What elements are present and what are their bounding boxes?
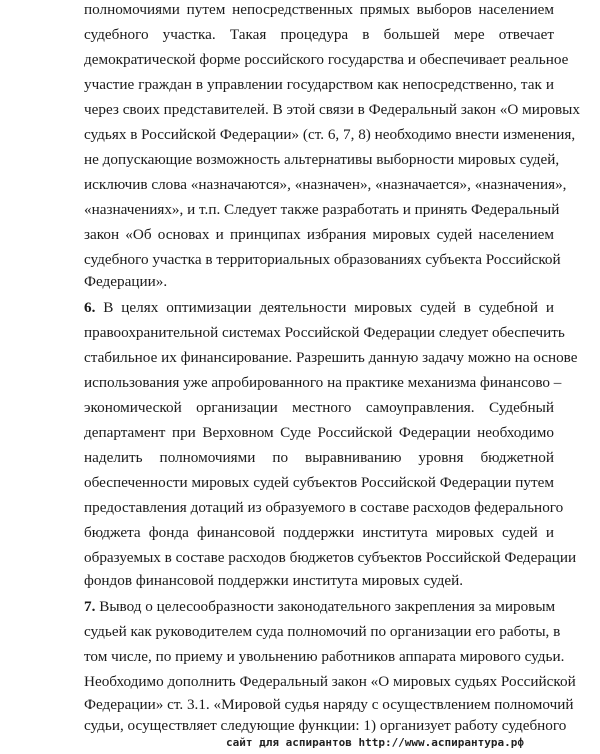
text-line: использования уже апробированного на практике механизма финансово –: [84, 374, 562, 391]
paragraph-7-first-line: [84, 597, 554, 617]
text-line: не допускающие возможность альтернативы выборности мировых судей,: [84, 151, 560, 168]
paragraph-6-first-line: [84, 298, 554, 318]
text-line: стабильное их финансирование. Разрешить данную задачу можно на основе: [84, 349, 578, 366]
text-line: В целях оптимизации деятельности мировых судей в судебной и: [103, 299, 555, 316]
text-line: участие граждан в управлении государством как непосредственно, так и: [84, 76, 554, 93]
text-line: образуемых в составе расходов бюджетов субъектов Российской Федерации: [84, 549, 577, 566]
item-number-6: 6.: [84, 299, 96, 316]
text-line: «назначениях», и т.п. Следует также разработать и принять Федеральный: [84, 201, 560, 218]
text-line: Федерации».: [84, 273, 168, 290]
text-line: департамент при Верховном Суде Российской Федерации необходимо: [84, 424, 554, 441]
text-line: предоставления дотаций из образуемого в составе расходов федерального: [84, 499, 564, 516]
text-line: том числе, по приему и увольнению работников аппарата мирового судьи.: [84, 648, 565, 665]
text-line: Вывод о целесообразности законодательного закрепления за мировым: [99, 598, 556, 615]
text-line: судебного участка. Такая процедура в большей мере отвечает: [84, 26, 554, 43]
text-line: закон «Об основах и принципах избрания мировых судей населением: [84, 226, 554, 243]
text-line: судьи, осуществляет следующие функции: 1) организует работу судебного: [84, 717, 567, 734]
text-line: судьей как руководителем суда полномочий по организации его работы, в: [84, 623, 561, 640]
text-line: фондов финансовой поддержки института мировых судей.: [84, 572, 464, 589]
text-line: исключив слова «назначаются», «назначен», «назначается», «назначения»,: [84, 176, 567, 193]
text-line: судьях в Российской Федерации» (ст. 6, 7, 8) необходимо внести изменения,: [84, 126, 576, 143]
item-number-7: 7.: [84, 598, 96, 615]
site-footer-link[interactable]: сайт для аспирантов http://www.аспирантура.рф: [226, 736, 525, 749]
text-line: правоохранительной системах Российской Федерации следует обеспечить: [84, 324, 565, 341]
text-line: экономической организации местного самоуправления. Судебный: [84, 399, 554, 416]
text-line: полномочиями путем непосредственных прямых выборов населением: [84, 1, 554, 18]
text-line: демократической форме российского государства и обеспечивает реальное: [84, 51, 569, 68]
text-line: обеспеченности мировых судей субъектов Российской Федерации путем: [84, 474, 554, 491]
text-line: судебного участка в территориальных образованиях субъекта Российской: [84, 251, 561, 268]
text-line: Необходимо дополнить Федеральный закон «О мировых судьях Российской: [84, 673, 576, 690]
text-line: Федерации» ст. 3.1. «Мировой судья наряду с осуществлением полномочий: [84, 696, 574, 713]
text-line: наделить полномочиями по выравниванию уровня бюджетной: [84, 449, 554, 466]
text-line: бюджета фонда финансовой поддержки института мировых судей и: [84, 524, 554, 541]
text-line: через своих представителей. В этой связи в Федеральный закон «О мировых: [84, 101, 580, 118]
